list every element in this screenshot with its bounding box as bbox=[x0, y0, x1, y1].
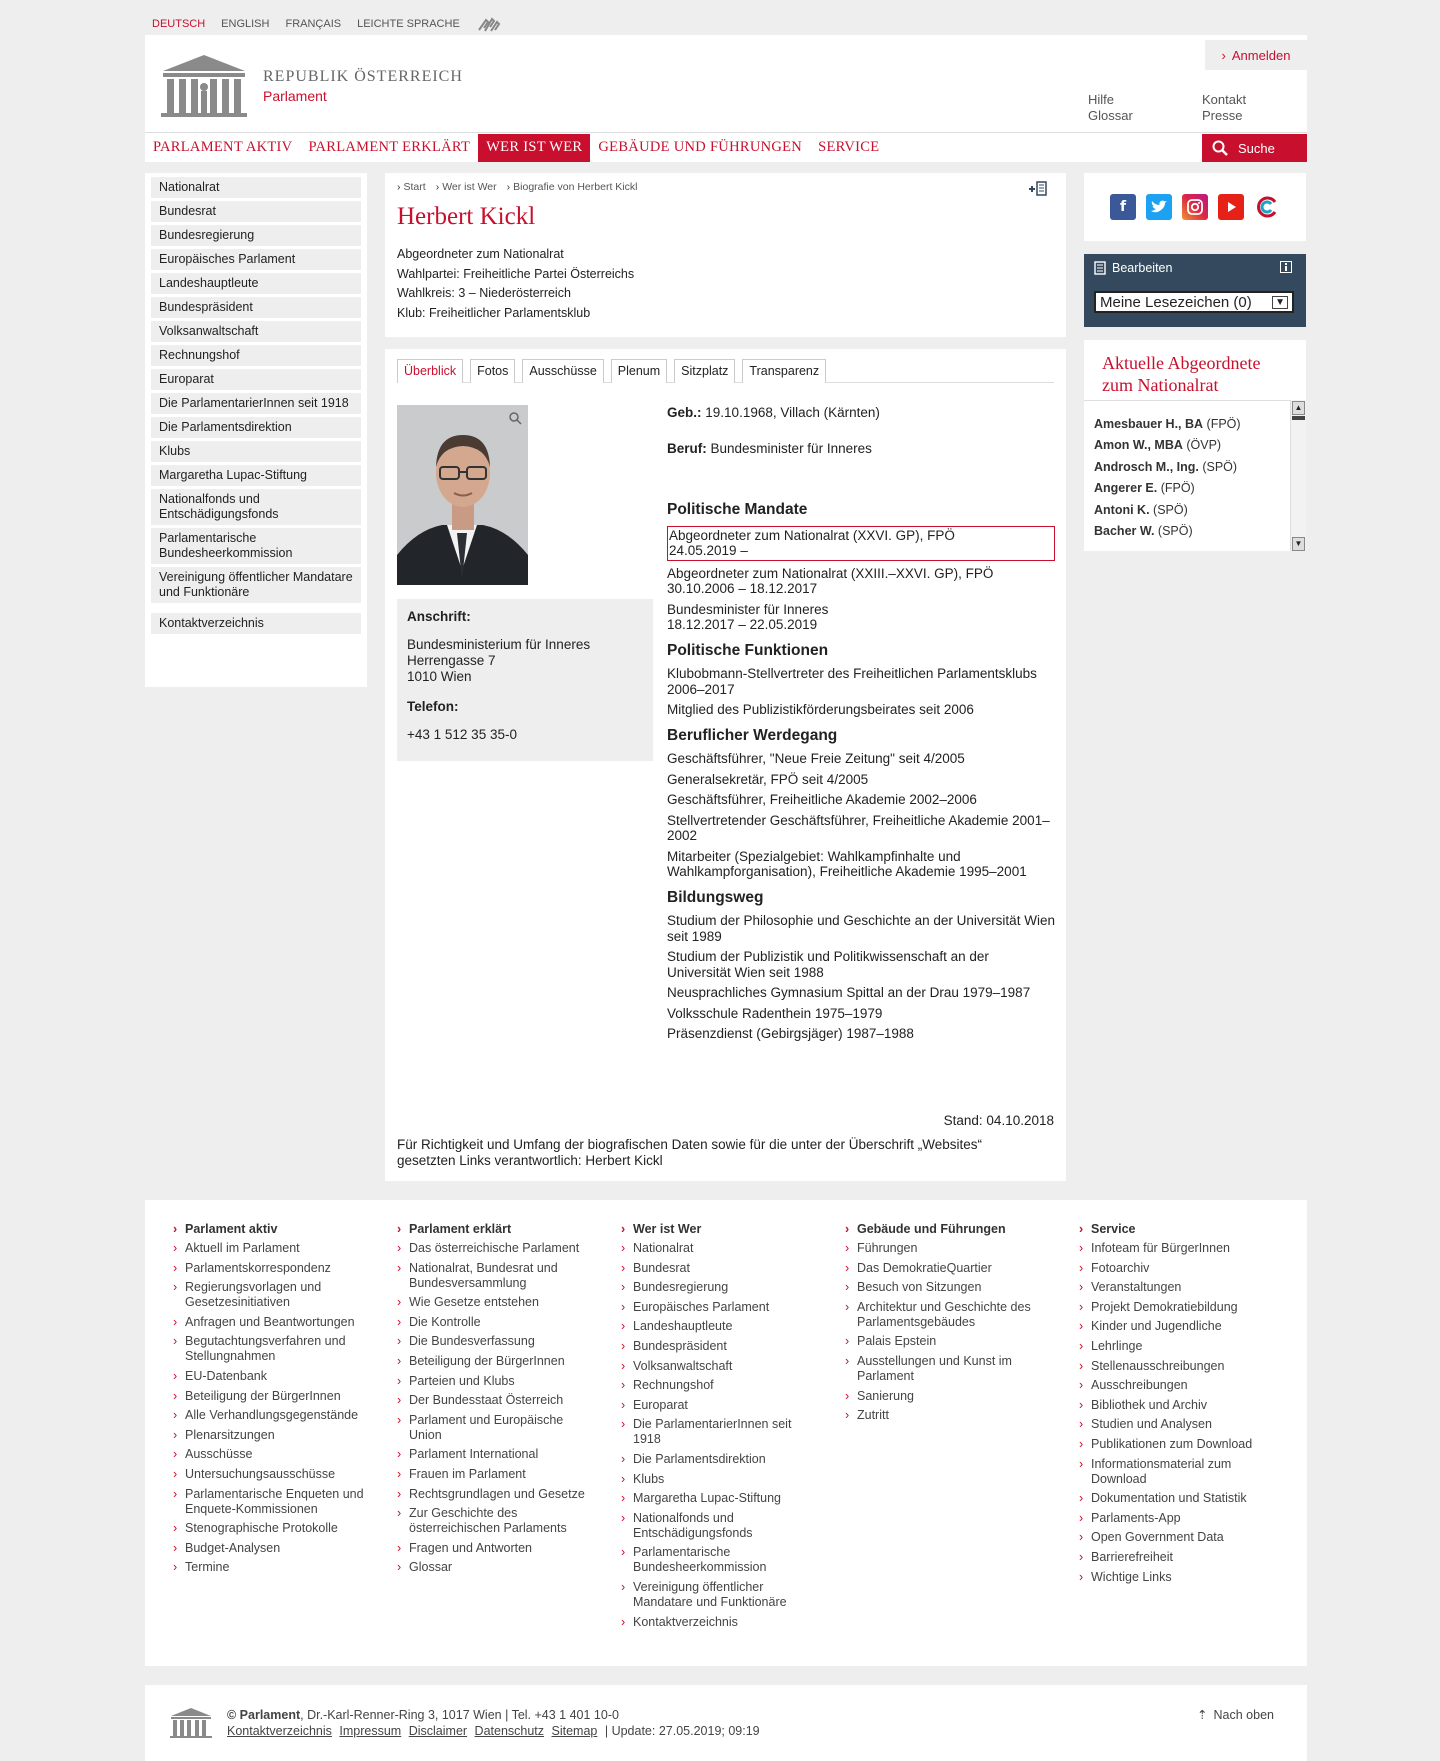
sidebar-item-parlamentsdirektion[interactable]: Die Parlamentsdirektion bbox=[151, 417, 361, 438]
footer-link[interactable]: › Bundespräsident bbox=[621, 1339, 817, 1354]
tab-ausschuesse[interactable]: Ausschüsse bbox=[522, 359, 603, 383]
list-item[interactable]: Bacher W. (SPÖ) bbox=[1094, 524, 1193, 539]
heading-funktionen: Politische Funktionen bbox=[667, 641, 829, 659]
login-button[interactable]: › Anmelden bbox=[1205, 40, 1307, 70]
arrow-up-icon: ⇡ bbox=[1197, 1708, 1208, 1722]
footer-link-kontaktverzeichnis[interactable]: Kontaktverzeichnis bbox=[227, 1724, 332, 1738]
breadcrumb-current: › Biografie von Herbert Kickl bbox=[507, 181, 638, 193]
stand-date: Stand: 04.10.2018 bbox=[943, 1113, 1054, 1128]
footer-link[interactable]: › Palais Epstein bbox=[845, 1334, 1041, 1349]
footer-link[interactable]: › Zutritt bbox=[845, 1408, 1041, 1423]
lang-deutsch[interactable]: DEUTSCH bbox=[152, 18, 206, 30]
list-item[interactable]: Antoni K. (SPÖ) bbox=[1094, 502, 1188, 517]
footer-link[interactable]: › Europäisches Parlament bbox=[621, 1300, 817, 1315]
footer-link[interactable]: › Architektur und Geschichte des Parlamentsgebäudes bbox=[845, 1300, 1041, 1330]
update-date: | Update: 27.05.2019; 09:19 bbox=[604, 1724, 760, 1738]
footer-copyright: © Parlament, Dr.-Karl-Renner-Ring 3, 1017 Wien | Tel. +43 1 401 10-0 Kontaktverzeichnis Impressum Disclaimer Datenschutz Sitemap | Update: 27.05.2019; 09:19 bbox=[227, 1708, 760, 1738]
footer-link-sitemap[interactable]: Sitemap bbox=[551, 1724, 598, 1738]
footer-col-parlament-erklaert bbox=[397, 1222, 593, 1580]
phone-number[interactable]: +43 1 512 35 35-0 bbox=[407, 727, 517, 742]
footer-col-parlament-aktiv bbox=[173, 1222, 369, 1580]
edit-panel bbox=[1084, 254, 1306, 327]
profile-constituency: Wahlkreis: 3 – Niederösterreich bbox=[397, 286, 571, 300]
education-item: Neusprachliches Gymnasium Spittal an der Drau 1979–1987 bbox=[667, 985, 1031, 1000]
list-item[interactable]: Amon W., MBA (ÖVP) bbox=[1094, 438, 1222, 453]
address-line-2: Herrengasse 7 bbox=[407, 653, 496, 668]
footer-link[interactable]: › Regierungsvorlagen und Gesetzesinitiativen bbox=[173, 1280, 369, 1310]
footer-link[interactable]: › Vereinigung öffentlicher Mandatare und Funktionäre bbox=[621, 1580, 817, 1610]
mandate-item-current: Abgeordneter zum Nationalrat (XXVI. GP), FPÖ 24.05.2019 – bbox=[667, 526, 1055, 561]
address-line-3: 1010 Wien bbox=[407, 669, 472, 684]
footer-link-datenschutz[interactable]: Datenschutz bbox=[474, 1724, 545, 1738]
footer-link[interactable]: › Aktuell im Parlament bbox=[173, 1241, 369, 1256]
heading-werdegang: Beruflicher Werdegang bbox=[667, 726, 838, 744]
sidebar-item-volksanwaltschaft[interactable]: Volksanwaltschaft bbox=[151, 321, 361, 342]
bookmarks-select[interactable]: Meine Lesezeichen (0) ▼ bbox=[1094, 291, 1294, 313]
footer-link[interactable]: › EU-Datenbank bbox=[173, 1369, 369, 1384]
footer-link[interactable]: › Informationsmaterial zum Download bbox=[1079, 1457, 1275, 1487]
profile-role: Abgeordneter zum Nationalrat bbox=[397, 247, 564, 261]
tab-transparenz[interactable]: Transparenz bbox=[742, 359, 826, 383]
list-item[interactable]: Amesbauer H., BA (FPÖ) bbox=[1094, 417, 1241, 431]
social-links bbox=[1084, 173, 1306, 241]
nav-parlament-aktiv[interactable]: PARLAMENT AKTIV bbox=[153, 139, 293, 155]
profile-meta bbox=[397, 245, 1054, 323]
footer-link[interactable]: › Fragen und Antworten bbox=[397, 1541, 593, 1556]
function-item: Mitglied des Publizistikförderungsbeirates seit 2006 bbox=[667, 702, 974, 717]
footer-link[interactable]: › Dokumentation und Statistik bbox=[1079, 1491, 1275, 1506]
address-label: Anschrift: bbox=[407, 609, 471, 624]
footer-link[interactable]: › Open Government Data bbox=[1079, 1530, 1275, 1545]
footer-link[interactable]: › Parlaments-App bbox=[1079, 1511, 1275, 1526]
footer-link[interactable]: › Das österreichische Parlament bbox=[397, 1241, 593, 1256]
footer-link[interactable]: › Ausstellungen und Kunst im Parlament bbox=[845, 1354, 1041, 1384]
current-mps-card bbox=[1084, 340, 1306, 551]
bookmark-add-icon[interactable] bbox=[1028, 180, 1048, 201]
footer-link[interactable]: › Parlament International bbox=[397, 1447, 593, 1462]
lang-leichte-sprache[interactable]: LEICHTE SPRACHE bbox=[357, 18, 460, 30]
footer-link[interactable]: › Nationalrat, Bundesrat und Bundesversammlung bbox=[397, 1261, 593, 1291]
heading-bildung: Bildungsweg bbox=[667, 888, 764, 906]
document-icon bbox=[1094, 261, 1106, 275]
nav-parlament-erklaert[interactable]: PARLAMENT ERKLÄRT bbox=[308, 139, 471, 155]
util-links-right bbox=[1202, 92, 1246, 124]
youtube-icon[interactable] bbox=[1218, 194, 1244, 220]
footer-link[interactable]: › Parlamentarische Enqueten und Enquete-Kommissionen bbox=[173, 1487, 369, 1517]
sidebar-item-bundesheerkommission[interactable]: Parlamentarische Bundesheerkommission bbox=[151, 528, 361, 564]
footer-heading[interactable]: › Wer ist Wer bbox=[621, 1222, 817, 1236]
sidebar-item-rechnungshof[interactable]: Rechnungshof bbox=[151, 345, 361, 366]
footer-link[interactable]: › Anfragen und Beantwortungen bbox=[173, 1315, 369, 1330]
footer-link[interactable]: › Der Bundesstaat Österreich bbox=[397, 1393, 593, 1408]
breadcrumb-wer-ist-wer[interactable]: › Wer ist Wer bbox=[436, 181, 497, 193]
footer-link[interactable]: › Zur Geschichte des österreichischen Parlaments bbox=[397, 1506, 593, 1536]
footer-link[interactable]: › Rechtsgrundlagen und Gesetze bbox=[397, 1487, 593, 1502]
footer-heading[interactable]: › Parlament aktiv bbox=[173, 1222, 369, 1236]
footer-link[interactable]: › Beteiligung der BürgerInnen bbox=[173, 1389, 369, 1404]
edit-title: Bearbeiten bbox=[1112, 261, 1173, 275]
career-item: Stellvertretender Geschäftsführer, Freiheitliche Akademie 2001–2002 bbox=[667, 812, 1050, 843]
search-button[interactable]: Suche bbox=[1202, 134, 1307, 162]
logo-title: REPUBLIK ÖSTERREICH bbox=[263, 68, 463, 85]
scroll-down-icon[interactable]: ▼ bbox=[1292, 537, 1305, 551]
footer-link[interactable]: › Rechnungshof bbox=[621, 1378, 817, 1393]
dropdown-arrow-icon: ▼ bbox=[1272, 296, 1288, 309]
birth-label: Geb.: bbox=[667, 405, 702, 420]
scroll-up-icon[interactable]: ▲ bbox=[1292, 401, 1305, 415]
current-mps-title: Aktuelle Abgeordnete zum Nationalrat bbox=[1084, 340, 1306, 401]
phone-label: Telefon: bbox=[407, 699, 459, 714]
sidebar-item-kontaktverzeichnis[interactable]: Kontaktverzeichnis bbox=[151, 613, 361, 634]
footer-link[interactable]: › Lehrlinge bbox=[1079, 1339, 1275, 1354]
footer-link[interactable]: › Parlament und Europäische Union bbox=[397, 1413, 593, 1443]
footer-link[interactable]: › Barrierefreiheit bbox=[1079, 1550, 1275, 1565]
footer-link[interactable]: › Publikationen zum Download bbox=[1079, 1437, 1275, 1452]
sidebar-item-nationalrat[interactable]: Nationalrat bbox=[151, 177, 361, 198]
footer-link[interactable]: › Infoteam für BürgerInnen bbox=[1079, 1241, 1275, 1256]
tab-plenum[interactable]: Plenum bbox=[611, 359, 667, 383]
footer-logo-icon[interactable] bbox=[169, 1707, 213, 1742]
footer-link[interactable]: › Klubs bbox=[621, 1472, 817, 1487]
footer-heading[interactable]: › Service bbox=[1079, 1222, 1275, 1236]
footer-link[interactable]: › Wie Gesetze entstehen bbox=[397, 1295, 593, 1310]
current-mps-list bbox=[1094, 414, 1280, 542]
footer-links bbox=[145, 1200, 1307, 1666]
footer-link[interactable]: › Bibliothek und Archiv bbox=[1079, 1398, 1275, 1413]
footer-link[interactable]: › Parteien und Klubs bbox=[397, 1374, 593, 1389]
profile-club: Klub: Freiheitlicher Parlamentsklub bbox=[397, 305, 591, 320]
site-header bbox=[145, 35, 1307, 162]
birth-value: 19.10.1968, Villach (Kärnten) bbox=[705, 405, 880, 420]
tab-fotos[interactable]: Fotos bbox=[470, 359, 515, 383]
scroll-thumb[interactable] bbox=[1292, 416, 1305, 420]
footer-link[interactable]: › Nationalfonds und Entschädigungsfonds bbox=[621, 1511, 817, 1541]
footer-link[interactable]: › Sanierung bbox=[845, 1389, 1041, 1404]
profile-party: Wahlpartei: Freiheitliche Partei Österreichs bbox=[397, 266, 635, 281]
demokratie-webstatt-icon[interactable] bbox=[1254, 194, 1280, 220]
footer-link[interactable]: › Projekt Demokratiebildung bbox=[1079, 1300, 1275, 1315]
mandate-item: Bundesminister für Inneres 18.12.2017 – 22.05.2019 bbox=[667, 601, 829, 632]
footer-link[interactable]: › Ausschüsse bbox=[173, 1447, 369, 1462]
footer-link[interactable]: › Bundesrat bbox=[621, 1261, 817, 1276]
sidebar-item-bundespraesident[interactable]: Bundespräsident bbox=[151, 297, 361, 318]
mps-scrollbar[interactable] bbox=[1290, 400, 1306, 551]
education-item: Studium der Publizistik und Politikwissenschaft an der Universität Wien seit 1988 bbox=[667, 949, 989, 980]
footer-col-wer-ist-wer bbox=[621, 1222, 817, 1634]
footer-link[interactable]: › Parlamentskorrespondenz bbox=[173, 1261, 369, 1276]
list-item[interactable]: Androsch M., Ing. (SPÖ) bbox=[1094, 459, 1238, 474]
parliament-building-icon bbox=[159, 53, 249, 119]
sidebar-item-nationalfonds[interactable]: Nationalfonds und Entschädigungsfonds bbox=[151, 489, 361, 525]
footer-heading[interactable]: › Parlament erklärt bbox=[397, 1222, 593, 1236]
sidebar-item-vereinigung[interactable]: Vereinigung öffentlicher Mandatare und Funktionäre bbox=[151, 567, 361, 603]
nav-gebaeude-fuehrungen[interactable]: GEBÄUDE UND FÜHRUNGEN bbox=[598, 139, 803, 155]
sidebar-item-europarat[interactable]: Europarat bbox=[151, 369, 361, 390]
footer-link[interactable]: › Plenarsitzungen bbox=[173, 1428, 369, 1443]
breadcrumb-start[interactable]: › Start bbox=[397, 181, 426, 193]
sidebar-item-bundesrat[interactable]: Bundesrat bbox=[151, 201, 361, 222]
footer-link[interactable]: › Stellenausschreibungen bbox=[1079, 1359, 1275, 1374]
footer-link[interactable]: › Führungen bbox=[845, 1241, 1041, 1256]
footer-link[interactable]: › Untersuchungsausschüsse bbox=[173, 1467, 369, 1482]
biography bbox=[667, 405, 1055, 1047]
footer-heading[interactable]: › Gebäude und Führungen bbox=[845, 1222, 1041, 1236]
sign-language-icon[interactable] bbox=[476, 14, 502, 34]
sidebar-item-bundesregierung[interactable]: Bundesregierung bbox=[151, 225, 361, 246]
education-item: Studium der Philosophie und Geschichte an der Universität Wien seit 1989 bbox=[667, 913, 1055, 944]
instagram-icon[interactable] bbox=[1182, 194, 1208, 220]
education-item: Volksschule Radenthein 1975–1979 bbox=[667, 1005, 883, 1021]
twitter-icon[interactable] bbox=[1146, 194, 1172, 220]
sidebar-item-landeshauptleute[interactable]: Landeshauptleute bbox=[151, 273, 361, 294]
footer-link[interactable]: › Kinder und Jugendliche bbox=[1079, 1319, 1275, 1334]
sidebar-item-lupac-stiftung[interactable]: Margaretha Lupac-Stiftung bbox=[151, 465, 361, 486]
lang-english[interactable]: ENGLISH bbox=[221, 18, 270, 30]
footer-link[interactable]: › Glossar bbox=[397, 1560, 593, 1575]
main-nav bbox=[145, 132, 1307, 162]
chevron-right-icon: › bbox=[1221, 47, 1226, 63]
nav-wer-ist-wer[interactable]: WER IST WER bbox=[478, 134, 590, 162]
career-item: Geschäftsführer, Freiheitliche Akademie 2002–2006 bbox=[667, 792, 977, 807]
nav-service[interactable]: SERVICE bbox=[818, 139, 880, 155]
education-item: Präsenzdienst (Gebirgsjäger) 1987–1988 bbox=[667, 1026, 914, 1041]
main-card bbox=[385, 349, 1066, 1181]
contact-link[interactable]: Kontakt bbox=[1202, 92, 1247, 107]
tab-bar bbox=[397, 359, 1054, 383]
footer-link[interactable]: › Studien und Analysen bbox=[1079, 1417, 1275, 1432]
footer-link[interactable]: › Alle Verhandlungsgegenstände bbox=[173, 1408, 369, 1423]
footer-link[interactable]: › Wichtige Links bbox=[1079, 1570, 1275, 1585]
parliament-logo[interactable] bbox=[159, 53, 463, 119]
back-to-top-link[interactable]: ⇡ Nach oben bbox=[1197, 1708, 1274, 1722]
info-icon[interactable] bbox=[1280, 261, 1292, 276]
footer-link[interactable]: › Budget-Analysen bbox=[173, 1541, 369, 1556]
responsibility-note: Für Richtigkeit und Umfang der biografischen Daten sowie für die unter der Überschrift „Websites“ gesetzten Links verantwortlich: Herbert Kickl bbox=[397, 1137, 983, 1168]
footer-link[interactable]: › Bundesregierung bbox=[621, 1280, 817, 1295]
glossary-link[interactable]: Glossar bbox=[1088, 108, 1133, 123]
page-title: Herbert Kickl bbox=[397, 203, 536, 230]
footer-link-disclaimer[interactable]: Disclaimer bbox=[408, 1724, 468, 1738]
footer-link[interactable]: › Besuch von Sitzungen bbox=[845, 1280, 1041, 1295]
breadcrumb bbox=[397, 181, 1054, 193]
footer-link[interactable]: › Ausschreibungen bbox=[1079, 1378, 1275, 1393]
footer-link[interactable]: › Termine bbox=[173, 1560, 369, 1575]
footer-col-service bbox=[1079, 1222, 1275, 1589]
career-item: Mitarbeiter (Spezialgebiet: Wahlkampfinhalte und Wahlkampforganisation), Freiheitliche Akademie 1995–2001 bbox=[667, 848, 1027, 879]
help-link[interactable]: Hilfe bbox=[1088, 92, 1115, 107]
lang-francais[interactable]: FRANÇAIS bbox=[285, 18, 342, 30]
footer-link[interactable]: › Fotoarchiv bbox=[1079, 1261, 1275, 1276]
sidebar bbox=[145, 173, 367, 687]
profile-card bbox=[385, 173, 1066, 337]
footer-link[interactable]: › Beteiligung der BürgerInnen bbox=[397, 1354, 593, 1369]
list-item[interactable]: Angerer E. (FPÖ) bbox=[1094, 481, 1195, 496]
footer-link[interactable]: › Landeshauptleute bbox=[621, 1319, 817, 1334]
footer-link[interactable]: › Die ParlamentarierInnen seit 1918 bbox=[621, 1417, 817, 1447]
zoom-icon[interactable] bbox=[508, 411, 522, 428]
function-item: Klubobmann-Stellvertreter des Freiheitlichen Parlamentsklubs 2006–2017 bbox=[667, 666, 1037, 697]
sidebar-item-klubs[interactable]: Klubs bbox=[151, 441, 361, 462]
profession-label: Beruf: bbox=[667, 440, 707, 456]
career-item: Generalsekretär, FPÖ seit 4/2005 bbox=[667, 771, 869, 787]
search-icon bbox=[1212, 140, 1228, 156]
sidebar-item-parlamentarierinnen[interactable]: Die ParlamentarierInnen seit 1918 bbox=[151, 393, 361, 414]
language-bar bbox=[152, 14, 502, 34]
footer-link[interactable]: › Nationalrat bbox=[621, 1241, 817, 1256]
footer-link[interactable]: › Die Kontrolle bbox=[397, 1315, 593, 1330]
util-links-left bbox=[1088, 92, 1133, 124]
footer-link[interactable]: › Frauen im Parlament bbox=[397, 1467, 593, 1482]
mandate-item: Abgeordneter zum Nationalrat (XXIII.–XXVI. GP), FPÖ 30.10.2006 – 18.12.2017 bbox=[667, 565, 994, 596]
profession-value: Bundesminister für Inneres bbox=[710, 440, 872, 456]
footer-link[interactable]: › Begutachtungsverfahren und Stellungnahmen bbox=[173, 1334, 369, 1364]
profile-photo[interactable] bbox=[397, 405, 528, 585]
sidebar-item-eu-parlament[interactable]: Europäisches Parlament bbox=[151, 249, 361, 270]
facebook-icon[interactable]: f bbox=[1110, 194, 1136, 220]
footer-link[interactable]: › Margaretha Lupac-Stiftung bbox=[621, 1491, 817, 1506]
logo-subtitle: Parlament bbox=[263, 88, 327, 104]
footer-bottom bbox=[145, 1685, 1307, 1761]
tab-sitzplatz[interactable]: Sitzplatz bbox=[674, 359, 735, 383]
heading-mandate: Politische Mandate bbox=[667, 501, 808, 518]
footer-link[interactable]: › Die Parlamentsdirektion bbox=[621, 1452, 817, 1467]
address-line-1: Bundesministerium für Inneres bbox=[407, 637, 591, 652]
contact-box bbox=[397, 599, 653, 761]
footer-link[interactable]: › Volksanwaltschaft bbox=[621, 1359, 817, 1374]
footer-link[interactable]: › Europarat bbox=[621, 1398, 817, 1413]
footer-link[interactable]: › Parlamentarische Bundesheerkommission bbox=[621, 1545, 817, 1575]
footer-link[interactable]: › Kontaktverzeichnis bbox=[621, 1615, 817, 1630]
tab-ueberblick[interactable]: Überblick bbox=[397, 359, 463, 383]
footer-link[interactable]: › Stenographische Protokolle bbox=[173, 1521, 369, 1536]
press-link[interactable]: Presse bbox=[1202, 108, 1243, 123]
career-item: Geschäftsführer, "Neue Freie Zeitung" seit 4/2005 bbox=[667, 751, 965, 766]
footer-link[interactable]: › Veranstaltungen bbox=[1079, 1280, 1275, 1295]
footer-link-impressum[interactable]: Impressum bbox=[339, 1724, 402, 1738]
footer-link[interactable]: › Das DemokratieQuartier bbox=[845, 1261, 1041, 1276]
footer-link[interactable]: › Die Bundesverfassung bbox=[397, 1334, 593, 1349]
footer-col-gebaeude bbox=[845, 1222, 1041, 1428]
